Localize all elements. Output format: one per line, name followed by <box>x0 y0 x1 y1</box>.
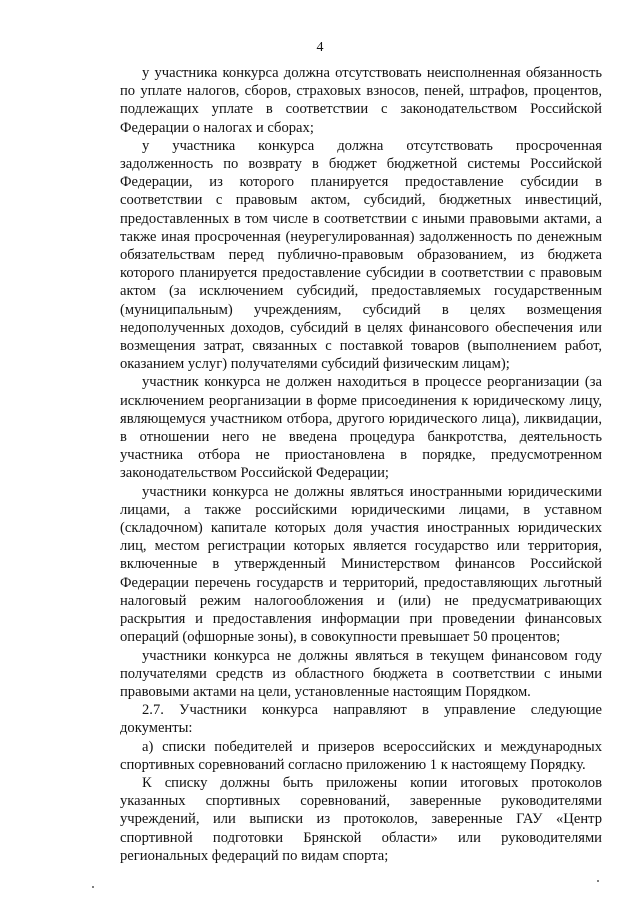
paragraph: К списку должны быть приложены копии итоговых протоколов указанных спортивных соревнований, заверенные руководителями учреждений, или выписки из протоколов, заверенные ГАУ «Центр спортивной подготовки Брянской области» или руководителями региональных федераций по видам спорта; <box>120 774 602 864</box>
paragraph: участник конкурса не должен находиться в процессе реорганизации (за исключением реорганизации в форме присоединения к юридическому лицу, являющемуся участником отбора, другого юридического лица), ликвидации, в отношении него не введена процедура банкротства, деятельность участника отбора не приостановлена в порядке, предусмотренном законодательством Российской Федерации; <box>120 374 602 482</box>
paragraph: участники конкурса не должны являться иностранными юридическими лицами, а также российскими юридическими лицами, в уставном (складочном) капитале которых доля участия иностранных юридических лиц, местом регистрации которых является государство или территория, включенные в утвержденный Министерством финансов Российской Федерации перечень государств и территорий, предоставляющих льготный налоговый режим налогообложения и (или) не предусматривающих раскрытия и предоставления информации при проведении финансовых операций (офшорные зоны), в совокупности превышает 50 процентов; <box>120 483 602 646</box>
document-body <box>120 64 602 865</box>
paragraph: участники конкурса не должны являться в текущем финансовом году получателями средств из областного бюджета в соответствии с иными правовыми актами на цели, установленные настоящим Порядком. <box>120 647 602 700</box>
scan-speck <box>92 886 94 888</box>
paragraph: у участника конкурса должна отсутствовать неисполненная обязанность по уплате налогов, сборов, страховых взносов, пеней, штрафов, процентов, подлежащих уплате в соответствии с законодательством Российской Федерации о налогах и сборах; <box>120 65 602 136</box>
paragraph: 2.7. Участники конкурса направляют в управление следующие документы: <box>120 702 602 737</box>
scan-speck <box>597 880 599 882</box>
paragraph: у участника конкурса должна отсутствовать просроченная задолженность по возврату в бюджет бюджетной системы Российской Федерации, из которого планируется предоставление субсидии в соответствии с правовым актом, субсидий, бюджетных инвестиций, предоставленных в том числе в соответствии с иными правовыми актами, а также иная просроченная (неурегулированная) задолженность по денежным обязательствам перед публично-правовым образованием, из бюджета которого планируется предоставление субсидии в соответствии с правовым актом (за исключением субсидий, предоставляемых государственным (муниципальным) учреждениям, субсидий в целях возмещения недополученных доходов, субсидий в целях финансового обеспечения или возмещения затрат, связанных с поставкой товаров (выполнением работ, оказанием услуг) получателями субсидий физическим лицам); <box>120 137 602 373</box>
page-number: 4 <box>316 40 324 55</box>
paragraph: а) списки победителей и призеров всероссийских и международных спортивных соревнований согласно приложению 1 к настоящему Порядку. <box>120 738 602 773</box>
